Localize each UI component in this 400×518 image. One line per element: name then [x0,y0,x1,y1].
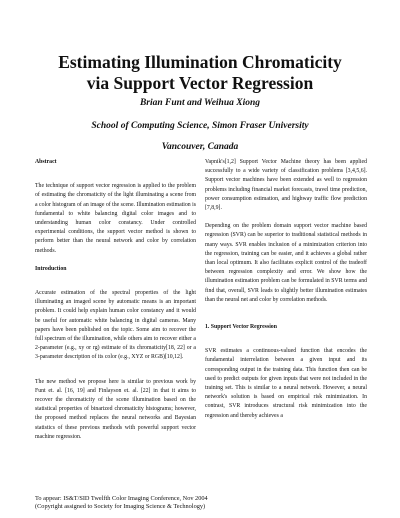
abstract-text: The technique of support vector regression is applied to the problem of estimating the chromaticity of the light illuminating a scene from a color histogram of an image of the scene. Illumination estimation is fundamental to white balancing digital color images and to understanding human color constancy. Under controlled experimental conditions, the support vector method is shown to perform better than the neural network and color by correlation methods. [35,183,196,254]
footer-note [35,495,365,511]
section-1-heading: 1. Support Vector Regression [205,324,277,331]
author-names: Brian Funt and Weihua Xiong [139,98,261,108]
paper-title [0,52,400,94]
abstract-heading: Abstract [35,159,57,165]
section-1-text: SVR estimates a continuous-valued function that encodes the fundamental interrelation between a given input and its corresponding output in the training data. This function then can be used to predict outputs for given inputs that were not included in the training set. This is similar to a neural network. However, a neural network's solution is based on empirical risk minimization. In contrast, SVR introduces structural risk minimization into the regression and thereby achieves a [205,348,367,419]
footer-line-2: (Copyright assigned to Society for Imaging Science & Technology) [35,503,206,511]
right-paragraph-1: Vapnik's[1,2] Support Vector Machine theory has been applied successfully to a wide variety of classification problems [3,4,5,6]. Support vector machines have been extended as well to regression problems including financial market forecasts, travel time prediction, power consumption estimation, and highway traffic flow prediction [7,8,9]. [205,159,367,212]
author-affiliation: School of Computing Science, Simon Fraser University [91,121,309,131]
right-paragraph-2: Depending on the problem domain support vector machine based regression (SVR) can be superior to traditional statistical methods in many ways. SVR enables inclusion of a minimization criterion into the regression, training can be easier, and it achieves a global rather than local optimum. It also facilitates explicit control of the tradeoff between regression complexity and error. We show how the illumination estimation problem can be formulated in SVR terms and find that, overall, SVR leads to slightly better illumination estimates than the neural net and color by correlation methods. [205,223,367,303]
footer-line-1: To appear: IS&T/SID Twelfth Color Imaging Conference, Nov 2004 [35,495,208,502]
right-column [205,158,367,421]
title-line-2: via Support Vector Regression [86,73,314,93]
introduction-paragraph-1: Accurate estimation of the spectral properties of the light illuminating an imaged scene by automatic means is an important problem. It could help explain human color constancy and it would be useful for automatic white balancing in digital cameras. Many papers have been published on the topic. Some aim to recover the full spectrum of the illumination, while others aim to recover either a 2-parameter (e.g., xy or rg) estimate of its chromaticity[18, 22] or a 3-parameter description of its color (e.g., XYZ or RGB)[10,12]. [35,290,196,361]
title-line-1: Estimating Illumination Chromaticity [58,52,342,72]
author-location: Vancouver, Canada [161,142,239,152]
introduction-heading: Introduction [35,265,67,272]
left-column [35,158,196,442]
introduction-paragraph-2: The new method we propose here is similar to previous work by Funt et. al. [16, 19] and Finlayson et. al. [22] in that it aims to recover the chromaticity of the scene illumination based on the statistical properties of binarized chromaticity histograms; however, the proposed method replaces the neural networks and Bayesian statistics of these previous methods with powerful support vector machine regression. [35,378,196,440]
